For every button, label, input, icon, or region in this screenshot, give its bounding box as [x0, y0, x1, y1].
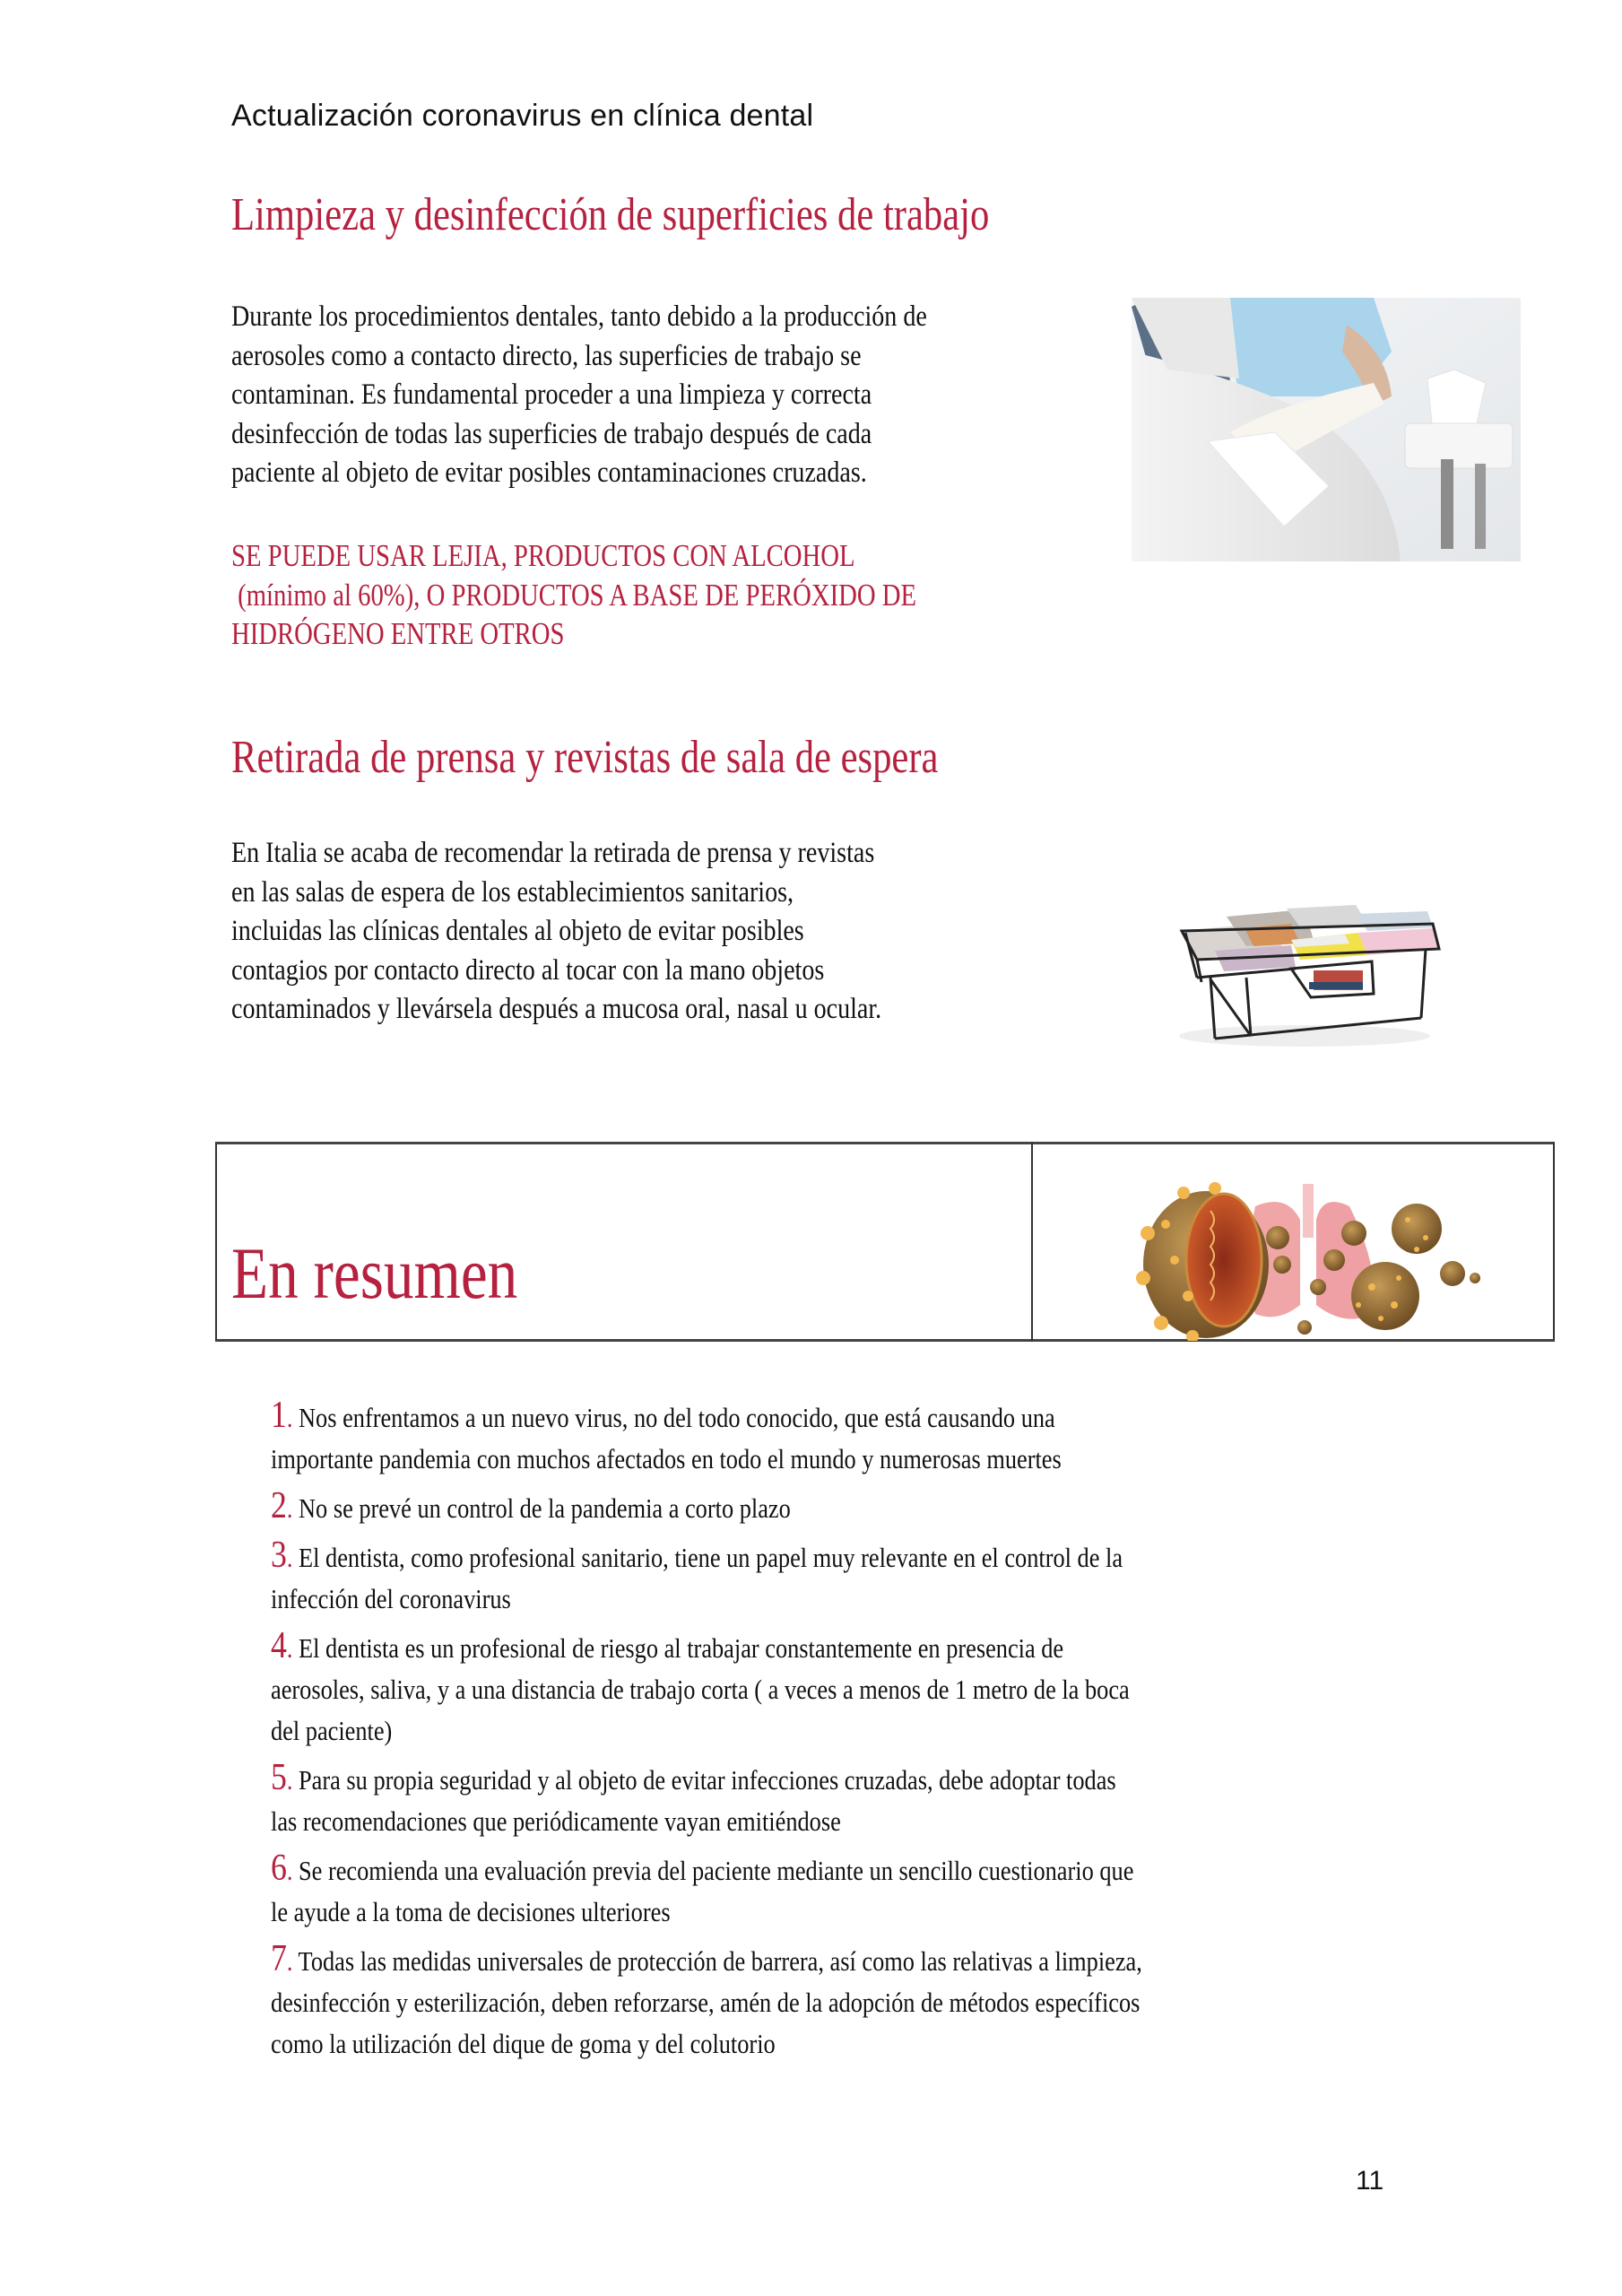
magazine-table-illustration: [1148, 834, 1453, 1058]
item-number-dot: .: [286, 1945, 299, 1977]
section-heading-magazines: Retirada de prensa y revistas de sala de espera: [231, 732, 939, 783]
summary-item: [271, 1757, 1338, 1842]
item-number: 1: [271, 1395, 287, 1436]
item-text: El dentista, como profesional sanitario, tiene un papel muy relevante en el control de la: [299, 1542, 1123, 1573]
item-text: El dentista es un profesional de riesgo al trabajar constantemente en presencia de: [299, 1632, 1064, 1664]
summary-list: [271, 1395, 1526, 2070]
summary-item: [271, 1485, 1338, 1529]
item-number-dot: .: [286, 1542, 299, 1573]
item-text: le ayude a la toma de decisiones ulteriores: [271, 1896, 671, 1927]
cleaning-paragraph: [231, 298, 927, 493]
text-line: paciente al objeto de evitar posibles contaminaciones cruzadas.: [231, 457, 867, 489]
magazine-table-photo: [1148, 834, 1453, 1058]
item-number: 6: [271, 1848, 287, 1889]
text-line: incluidas las clínicas dentales al objeto de evitar posibles: [231, 915, 804, 947]
text-line: Durante los procedimientos dentales, tanto debido a la producción de: [231, 300, 927, 333]
item-text: No se prevé un control de la pandemia a corto plazo: [299, 1492, 791, 1524]
item-text: infección del coronavirus: [271, 1583, 511, 1614]
item-text: del paciente): [271, 1715, 393, 1746]
text-line: en las salas de espera de los establecimientos sanitarios,: [231, 875, 794, 909]
item-number-dot: .: [286, 1764, 299, 1796]
virus-lungs-illustration: [1112, 1170, 1488, 1341]
summary-box-divider: [1031, 1142, 1033, 1342]
text-line: aerosoles como a contacto directo, las superficies de trabajo se: [231, 339, 862, 372]
item-text: desinfección y esterilización, deben reforzarse, amén de la adopción de métodos específicos: [271, 1987, 1141, 2018]
item-text: las recomendaciones que periódicamente vayan emitiéndose: [271, 1805, 841, 1837]
summary-item: [271, 1395, 1338, 1480]
document-header: Actualización coronavirus en clínica dental: [231, 99, 814, 133]
item-text: aerosoles, saliva, y a una distancia de trabajo corta ( a veces a menos de 1 metro de la boca: [271, 1674, 1130, 1705]
text-line: En Italia se acaba de recomendar la retirada de prensa y revistas: [231, 837, 875, 869]
cleaning-photo: [1132, 298, 1521, 561]
text-line: contagios por contacto directo al tocar con la mano objetos: [231, 953, 825, 987]
item-text: Todas las medidas universales de protección de barrera, así como las relativas a limpieza,: [298, 1945, 1142, 1977]
text-line: desinfección de todas las superficies de trabajo después de cada: [231, 417, 872, 450]
item-text: Se recomienda una evaluación previa del paciente mediante un sencillo cuestionario que: [299, 1855, 1134, 1886]
page-number: 11: [1356, 2166, 1384, 2196]
item-text: importante pandemia con muchos afectados en todo el mundo y numerosas muertes: [271, 1443, 1062, 1474]
cleaning-photo-illustration: [1132, 298, 1521, 561]
item-number-dot: .: [286, 1402, 299, 1433]
magazines-paragraph: [231, 834, 881, 1030]
item-text: Nos enfrentamos a un nuevo virus, no del todo conocido, que está causando una: [299, 1402, 1055, 1433]
text-line: contaminados y llevársela después a mucosa oral, nasal u ocular.: [231, 993, 882, 1025]
summary-item: [271, 1535, 1338, 1620]
item-number: 2: [271, 1485, 287, 1526]
virus-lungs-graphic: [1112, 1170, 1488, 1341]
item-number-dot: .: [286, 1632, 299, 1664]
summary-title: En resumen: [231, 1232, 518, 1314]
item-number: 4: [271, 1625, 287, 1666]
item-number: 5: [271, 1757, 287, 1798]
item-number-dot: .: [286, 1855, 299, 1886]
section-heading-cleaning: Limpieza y desinfección de superficies de trabajo: [231, 189, 990, 240]
summary-item: [271, 1625, 1338, 1752]
text-line: SE PUEDE USAR LEJIA, PRODUCTOS CON ALCOHOL: [231, 538, 855, 573]
item-text: Para su propia seguridad y al objeto de evitar infecciones cruzadas, debe adoptar todas: [299, 1764, 1116, 1796]
item-number-dot: .: [286, 1492, 299, 1524]
disinfectant-warning: [231, 536, 916, 654]
item-text: como la utilización del dique de goma y del colutorio: [271, 2028, 776, 2059]
summary-item: [271, 1938, 1338, 2065]
text-line: (mínimo al 60%), O PRODUCTOS A BASE DE PERÓXIDO DE: [231, 577, 917, 613]
item-number: 7: [271, 1938, 287, 1979]
text-line: contaminan. Es fundamental proceder a una limpieza y correcta: [231, 378, 872, 411]
item-number: 3: [271, 1535, 287, 1576]
text-line: HIDRÓGENO ENTRE OTROS: [231, 616, 565, 651]
summary-item: [271, 1848, 1338, 1933]
